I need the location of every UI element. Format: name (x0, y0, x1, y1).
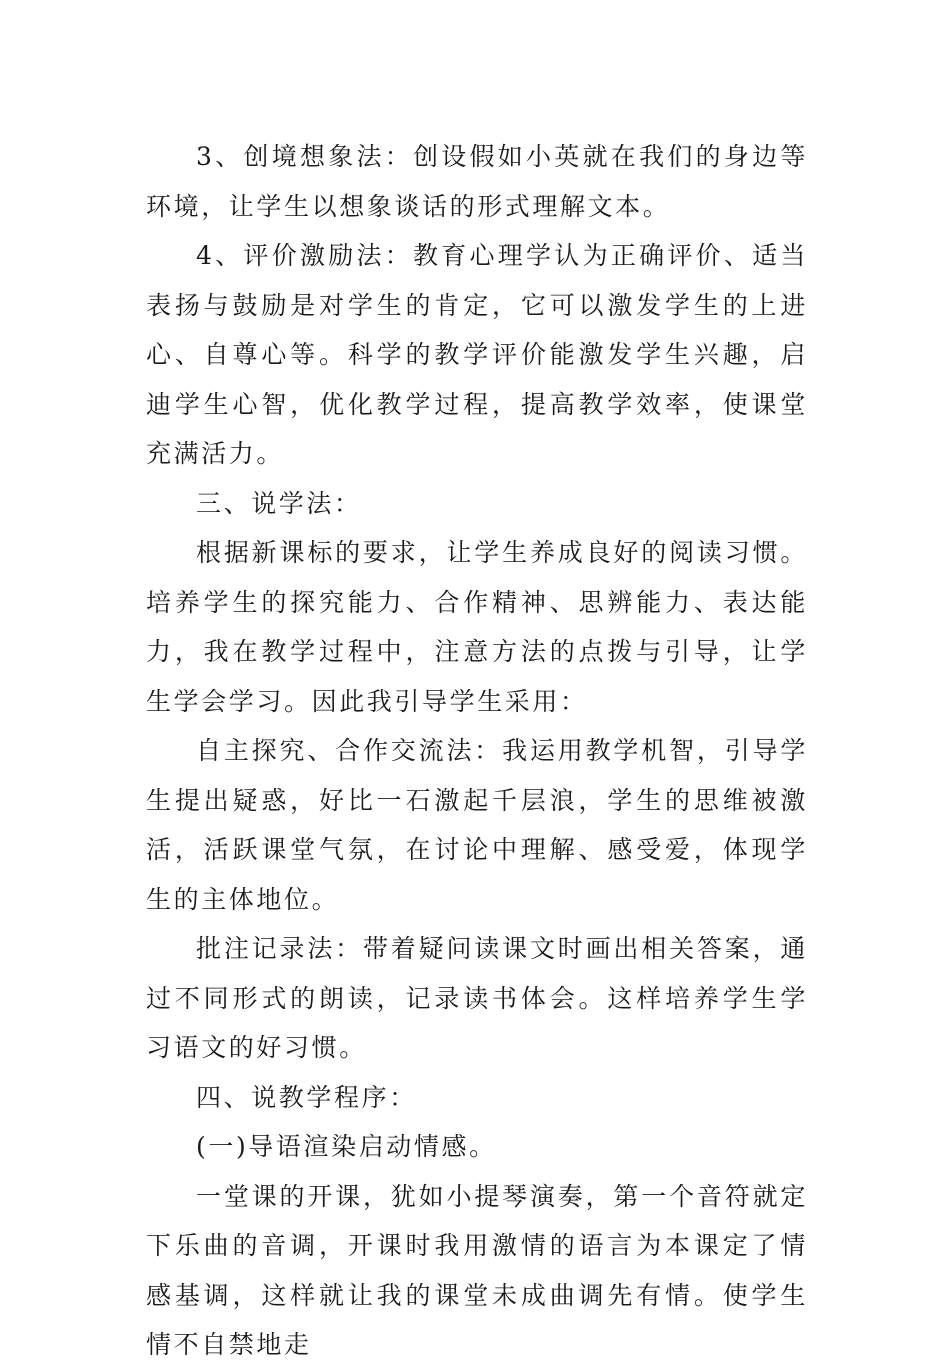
paragraph-learning-intro: 根据新课标的要求，让学生养成良好的阅读习惯。培养学生的探究能力、合作精神、思辨能力、表达能力，我在教学过程中，注意方法的点拨与引导，让学生学会学习。因此我引导学生采用： (146, 538, 808, 716)
section-heading-learning-methods: 三、说学法： (196, 488, 362, 518)
paragraph-annotation: 批注记录法：带着疑问读课文时画出相关答案，通过不同形式的朗读，记录读书体会。这样培养学生学习语文的好习惯。 (146, 934, 808, 1062)
document-body (146, 132, 808, 1370)
section-heading-teaching-procedure: 四、说教学程序： (196, 1082, 417, 1112)
paragraph-method-3: 3、创境想象法：创设假如小英就在我们的身边等环境，让学生以想象谈话的形式理解文本。 (146, 142, 808, 221)
paragraph-method-4: 4、评价激励法：教育心理学认为正确评价、适当表扬与鼓励是对学生的肯定，它可以激发学生的上进心、自尊心等。科学的教学评价能激发学生兴趣，启迪学生心智，优化教学过程，提高教学效率，使课堂充满活力。 (146, 241, 808, 468)
paragraph-self-inquiry: 自主探究、合作交流法：我运用教学机智，引导学生提出疑惑，好比一石激起千层浪，学生的思维被激活，活跃课堂气氛，在讨论中理解、感受爱，体现学生的主体地位。 (146, 736, 808, 914)
subsection-heading-intro: (一)导语渲染启动情感。 (196, 1132, 497, 1161)
paragraph-opening: 一堂课的开课，犹如小提琴演奏，第一个音符就定下乐曲的音调，开课时我用激情的语言为本课定了情感基调，这样就让我的课堂未成曲调先有情。使学生情不自禁地走 (146, 1181, 808, 1359)
